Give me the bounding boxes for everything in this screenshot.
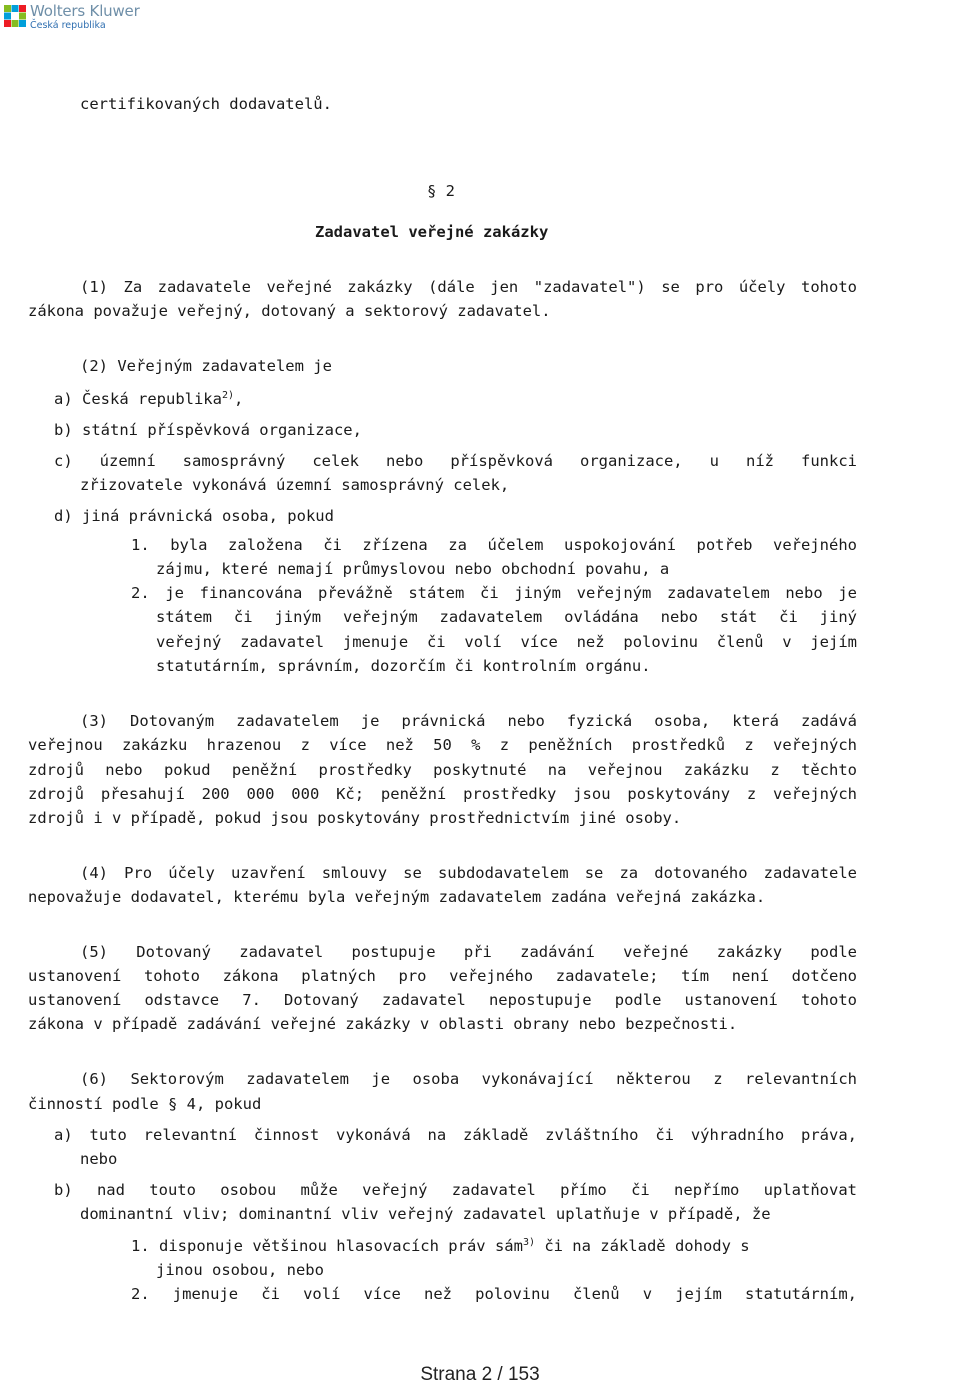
footnote-ref: 2) bbox=[221, 390, 235, 401]
paragraph-1-line: zákona považuje veřejný, dotovaný a sektorový zadavatel. bbox=[28, 302, 551, 320]
paragraph-5-line: zákona v případě zadávání veřejné zakázky v oblasti obrany nebo bezpečnosti. bbox=[28, 1015, 738, 1033]
paragraph-5-line: ustanovení tohoto zákona platných pro veřejného zadavatele; tím není dotčeno bbox=[28, 967, 857, 985]
subitem-2-line: veřejný zadavatel jmenuje či volí více než polovinu členů v jejím bbox=[156, 633, 857, 651]
paragraph-3-line: veřejnou zakázku hrazenou z více než 50 % z peněžních prostředků z veřejných bbox=[28, 736, 857, 754]
subitem-2-line: 2. je financována převážně státem či jiným veřejným zadavatelem nebo je bbox=[131, 584, 857, 602]
paragraph-1-line: (1) Za zadavatele veřejné zakázky (dále jen "zadavatel") se pro účely tohoto bbox=[80, 278, 857, 296]
footnote-ref: 3) bbox=[522, 1237, 535, 1248]
paragraph-6-line: (6) Sektorovým zadavatelem je osoba vykonávající některou z relevantních bbox=[80, 1070, 857, 1088]
paragraph-5-line: (5) Dotovaný zadavatel postupuje při zadávání veřejné zakázky podle bbox=[80, 943, 857, 961]
subitem-1-line: 1. byla založena či zřízena za účelem uspokojování potřeb veřejného bbox=[131, 536, 857, 554]
subitem-2-line: státem či jiným veřejným zadavatelem ovládána nebo stát či jiný bbox=[156, 608, 857, 626]
list-item-d: d) jiná právnická osoba, pokud bbox=[54, 507, 334, 525]
paragraph-5-line: ustanovení odstavce 7. Dotovaný zadavatel nepostupuje podle ustanovení tohoto bbox=[28, 991, 857, 1009]
subitem-1-line: jinou osobou, nebo bbox=[156, 1261, 324, 1279]
subitem-1-text: 1. disponuje většinou hlasovacích práv sám bbox=[131, 1237, 523, 1255]
list-item-a bbox=[54, 390, 243, 409]
subitem-1-text-end: či na základě dohody s bbox=[534, 1237, 750, 1255]
publisher-logo bbox=[4, 4, 140, 31]
paragraph-3-line: zdrojů i v případě, pokud jsou poskytovány prostřednictvím jiné osoby. bbox=[28, 809, 682, 827]
logo-name: Wolters Kluwer bbox=[30, 2, 140, 20]
paragraph-3-line: zdrojů nebo pokud peněžní prostředky poskytnuté na veřejnou zakázku z těchto bbox=[28, 761, 857, 779]
paragraph-4-line: (4) Pro účely uzavření smlouvy se subdodavatelem se za dotovaného zadavatele bbox=[80, 864, 857, 882]
list-item-b-line: dominantní vliv; dominantní vliv veřejný zadavatel uplatňuje v případě, že bbox=[80, 1205, 771, 1223]
wolters-kluwer-logo-icon bbox=[4, 5, 26, 27]
paragraph-3-line: (3) Dotovaným zadavatelem je právnická nebo fyzická osoba, která zadává bbox=[80, 712, 857, 730]
paragraph-4-line: nepovažuje dodavatel, kterému byla veřejným zadavatelem zadána veřejná zakázka. bbox=[28, 888, 766, 906]
text-line: certifikovaných dodavatelů. bbox=[80, 95, 332, 113]
list-item-c-line: zřizovatele vykonává územní samosprávný celek, bbox=[80, 476, 510, 494]
page-number: Strana 2 / 153 bbox=[420, 1364, 540, 1385]
list-item-a-line: nebo bbox=[80, 1150, 118, 1168]
subitem-1-line bbox=[131, 1237, 750, 1256]
subitem-1-line: zájmu, které nemají průmyslovou nebo obchodní povahu, a bbox=[156, 560, 670, 578]
section-heading: Zadavatel veřejné zakázky bbox=[315, 223, 549, 241]
paragraph-2-intro: (2) Veřejným zadavatelem je bbox=[80, 357, 332, 375]
list-item-a-end: , bbox=[234, 390, 244, 408]
list-item-c-line: c) územní samosprávný celek nebo příspěvková organizace, u níž funkci bbox=[54, 452, 857, 470]
paragraph-6-line: činností podle § 4, pokud bbox=[28, 1095, 262, 1113]
section-number: § 2 bbox=[427, 182, 455, 200]
list-item-b: b) státní příspěvková organizace, bbox=[54, 421, 362, 439]
paragraph-3-line: zdrojů přesahují 200 000 000 Kč; peněžní prostředky jsou poskytovány z veřejných bbox=[28, 785, 857, 803]
list-item-a-line: a) tuto relevantní činnost vykonává na základě zvláštního či výhradního práva, bbox=[54, 1126, 857, 1144]
list-item-a-text: a) Česká republika bbox=[54, 390, 222, 408]
list-item-b-line: b) nad touto osobou může veřejný zadavatel přímo či nepřímo uplatňovat bbox=[54, 1181, 857, 1199]
subitem-2-line: 2. jmenuje či volí více než polovinu členů v jejím statutárním, bbox=[131, 1285, 857, 1303]
subitem-2-line: statutárním, správním, dozorčím či kontrolním orgánu. bbox=[156, 657, 651, 675]
logo-subtitle: Česká republika bbox=[30, 20, 106, 31]
